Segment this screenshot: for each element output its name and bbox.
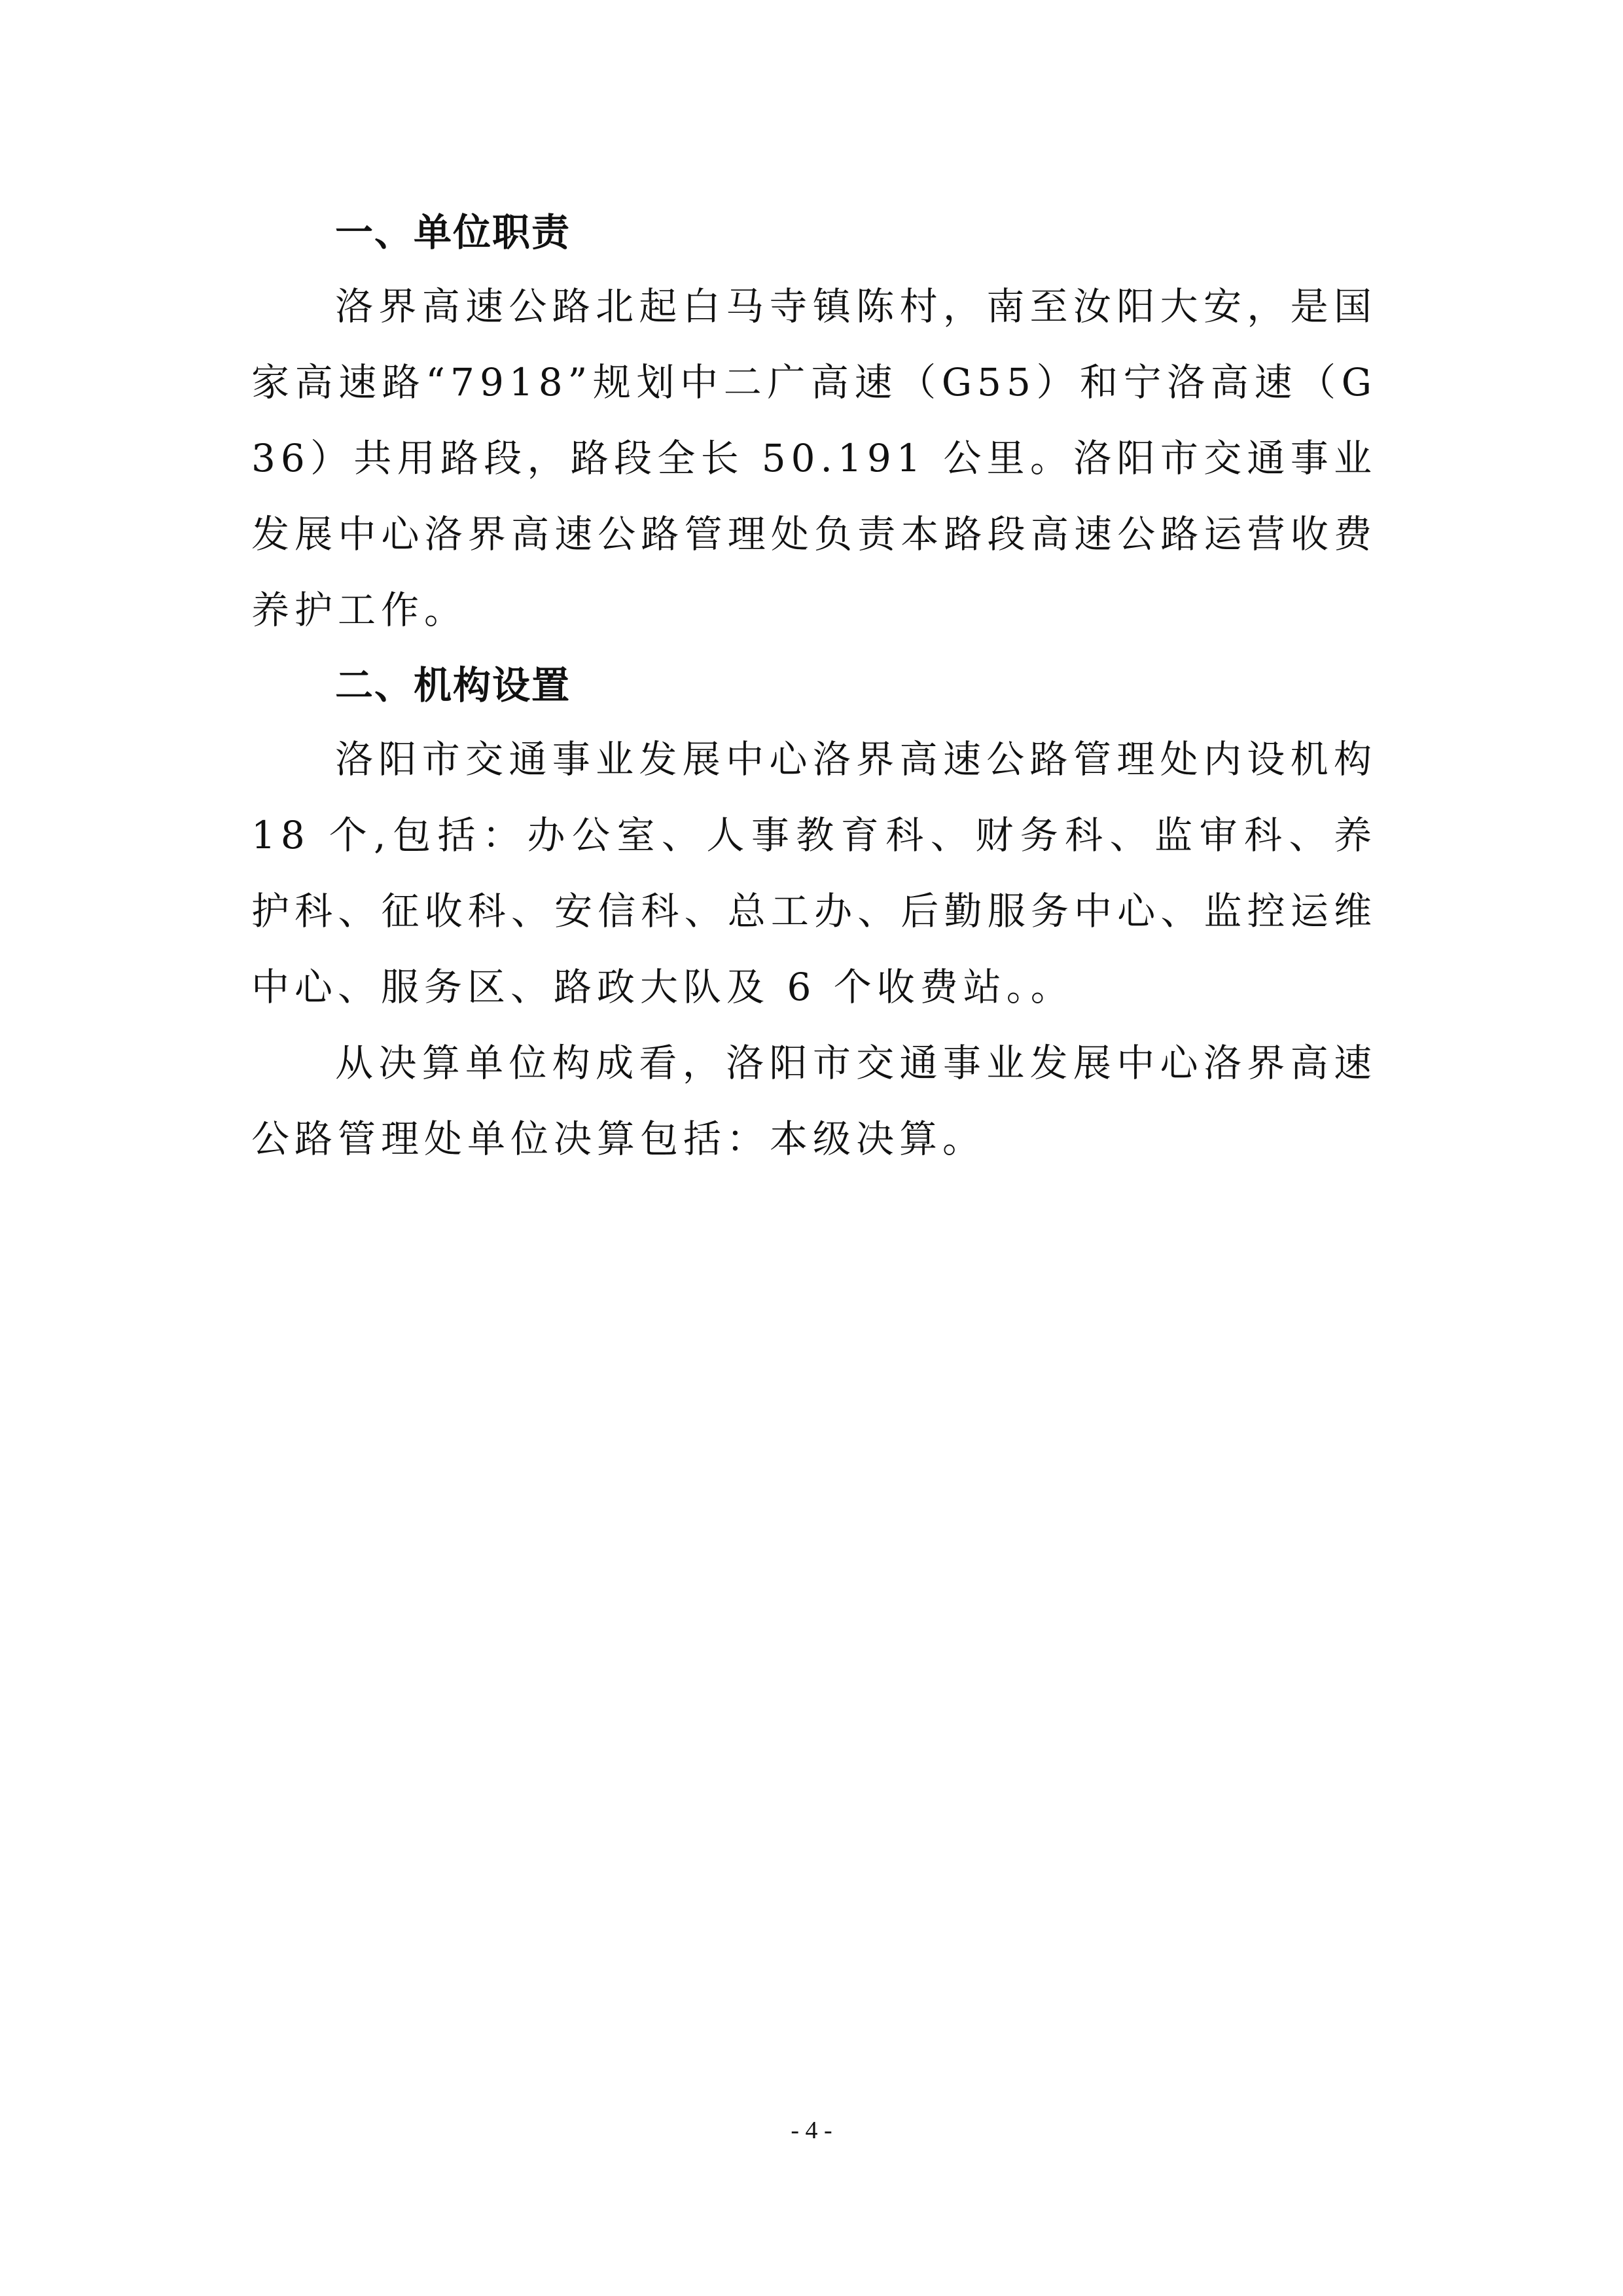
page-body — [251, 196, 1377, 1177]
section-heading-responsibilities: 一、单位职责 — [335, 210, 571, 255]
section-heading-organization: 二、机构设置 — [335, 663, 571, 708]
page-number: - 4 - — [791, 2117, 832, 2144]
paragraph-organization-units: 洛阳市交通事业发展中心洛界高速公路管理处内设机构 18 个,包括：办公室、人事教育科、财务科、监审科、养护科、征收科、安信科、总工办、后勤服务中心、监控运维中心、服务区、路政大队及 6 个收费站。。 — [251, 737, 1377, 1009]
paragraph-budget-composition: 从决算单位构成看，洛阳市交通事业发展中心洛界高速公路管理处单位决算包括：本级决算。 — [251, 1041, 1377, 1161]
paragraph-responsibilities: 洛界高速公路北起白马寺镇陈村，南至汝阳大安，是国家高速路“7918”规划中二广高速（G55）和宁洛高速（G36）共用路段，路段全长 50.191 公里。洛阳市交通事业发展中心洛界高速公路管理处负责本路段高速公路运营收费养护工作。 — [251, 284, 1377, 632]
